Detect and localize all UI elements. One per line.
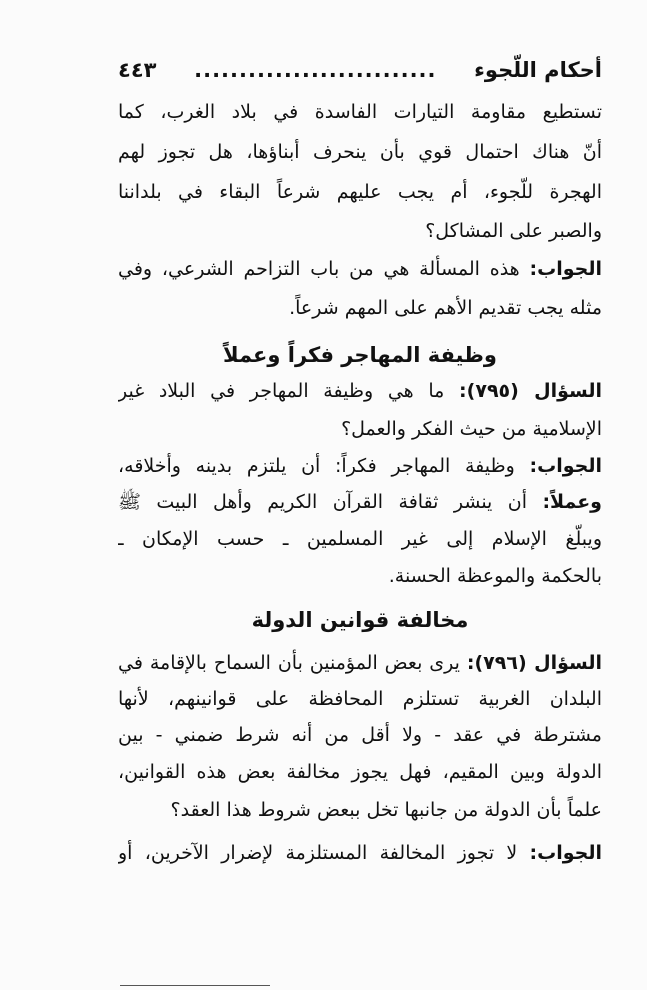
footnote-rule [120,985,270,986]
question-line: علماً بأن الدولة من جانبها تخل ببعض شروط هذا العقد؟ [170,799,602,821]
text-line: والصبر على المشاكل؟ [425,220,602,242]
answer-line [118,254,602,286]
answer-text: هذه المسألة هي من باب التزاحم الشرعي، وفي [118,258,530,280]
question-line: الدولة وبين المقيم، فهل يجوز مخالفة بعض هذه القوانين، [118,761,602,783]
answer-sublabel: وعملاً: [542,491,602,513]
question-line: مشترطة في عقد - ولا أقل من أنه شرط ضمني - بين [118,724,602,746]
question-line [118,648,602,680]
answer-line [118,838,602,870]
answer-line: ويبلّغ الإسلام إلى غير المسلمين ـ حسب الإمكان ـ [118,528,602,550]
page-number: ٤٤٣ [118,58,157,82]
question-label: السؤال (٧٩٥): [459,380,602,402]
answer-text: لا تجوز المخالفة المستلزمة لإضرار الآخرين، أو [118,842,530,864]
answer-line: بالحكمة والموعظة الحسنة. [388,565,602,587]
header-leader-dots: ........................... [194,58,437,82]
answer-line [118,451,602,483]
running-header [118,58,602,82]
question-text: يرى بعض المؤمنين بأن السماح بالإقامة في [118,652,467,674]
text-line: تستطيع مقاومة التيارات الفاسدة في بلاد الغرب، كما [118,101,602,123]
answer-label: الجواب: [529,842,602,864]
answer-text: وظيفة المهاجر فكراً: أن يلتزم بدينه وأخلاقه، [118,455,530,477]
question-line: الإسلامية من حيث الفكر والعمل؟ [341,418,602,440]
answer-label: الجواب: [529,258,602,280]
answer-text: أن ينشر ثقافة القرآن الكريم وأهل البيت ﷺ [118,491,543,513]
section-heading: وظيفة المهاجر فكراً وعملاً [223,343,497,367]
text-line: الهجرة للّجوء، أم يجب عليهم شرعاً البقاء في بلداننا [118,181,602,203]
question-label: السؤال (٧٩٦): [466,652,602,674]
answer-label: الجواب: [529,455,602,477]
question-line [118,376,602,408]
text-line: أنّ هناك احتمال قوي بأن ينحرف أبناؤها، هل تجوز لهم [118,141,602,163]
answer-line [118,487,602,519]
question-text: ما هي وظيفة المهاجر في البلاد غير [118,380,460,402]
header-title: أحكام اللّجوء [474,58,602,82]
section-heading: مخالفة قوانين الدولة [251,608,469,632]
answer-line: مثله يجب تقديم الأهم على المهم شرعاً. [289,297,602,319]
question-line: البلدان الغربية تستلزم المحافظة على قوانينهم، لأنها [118,688,602,710]
